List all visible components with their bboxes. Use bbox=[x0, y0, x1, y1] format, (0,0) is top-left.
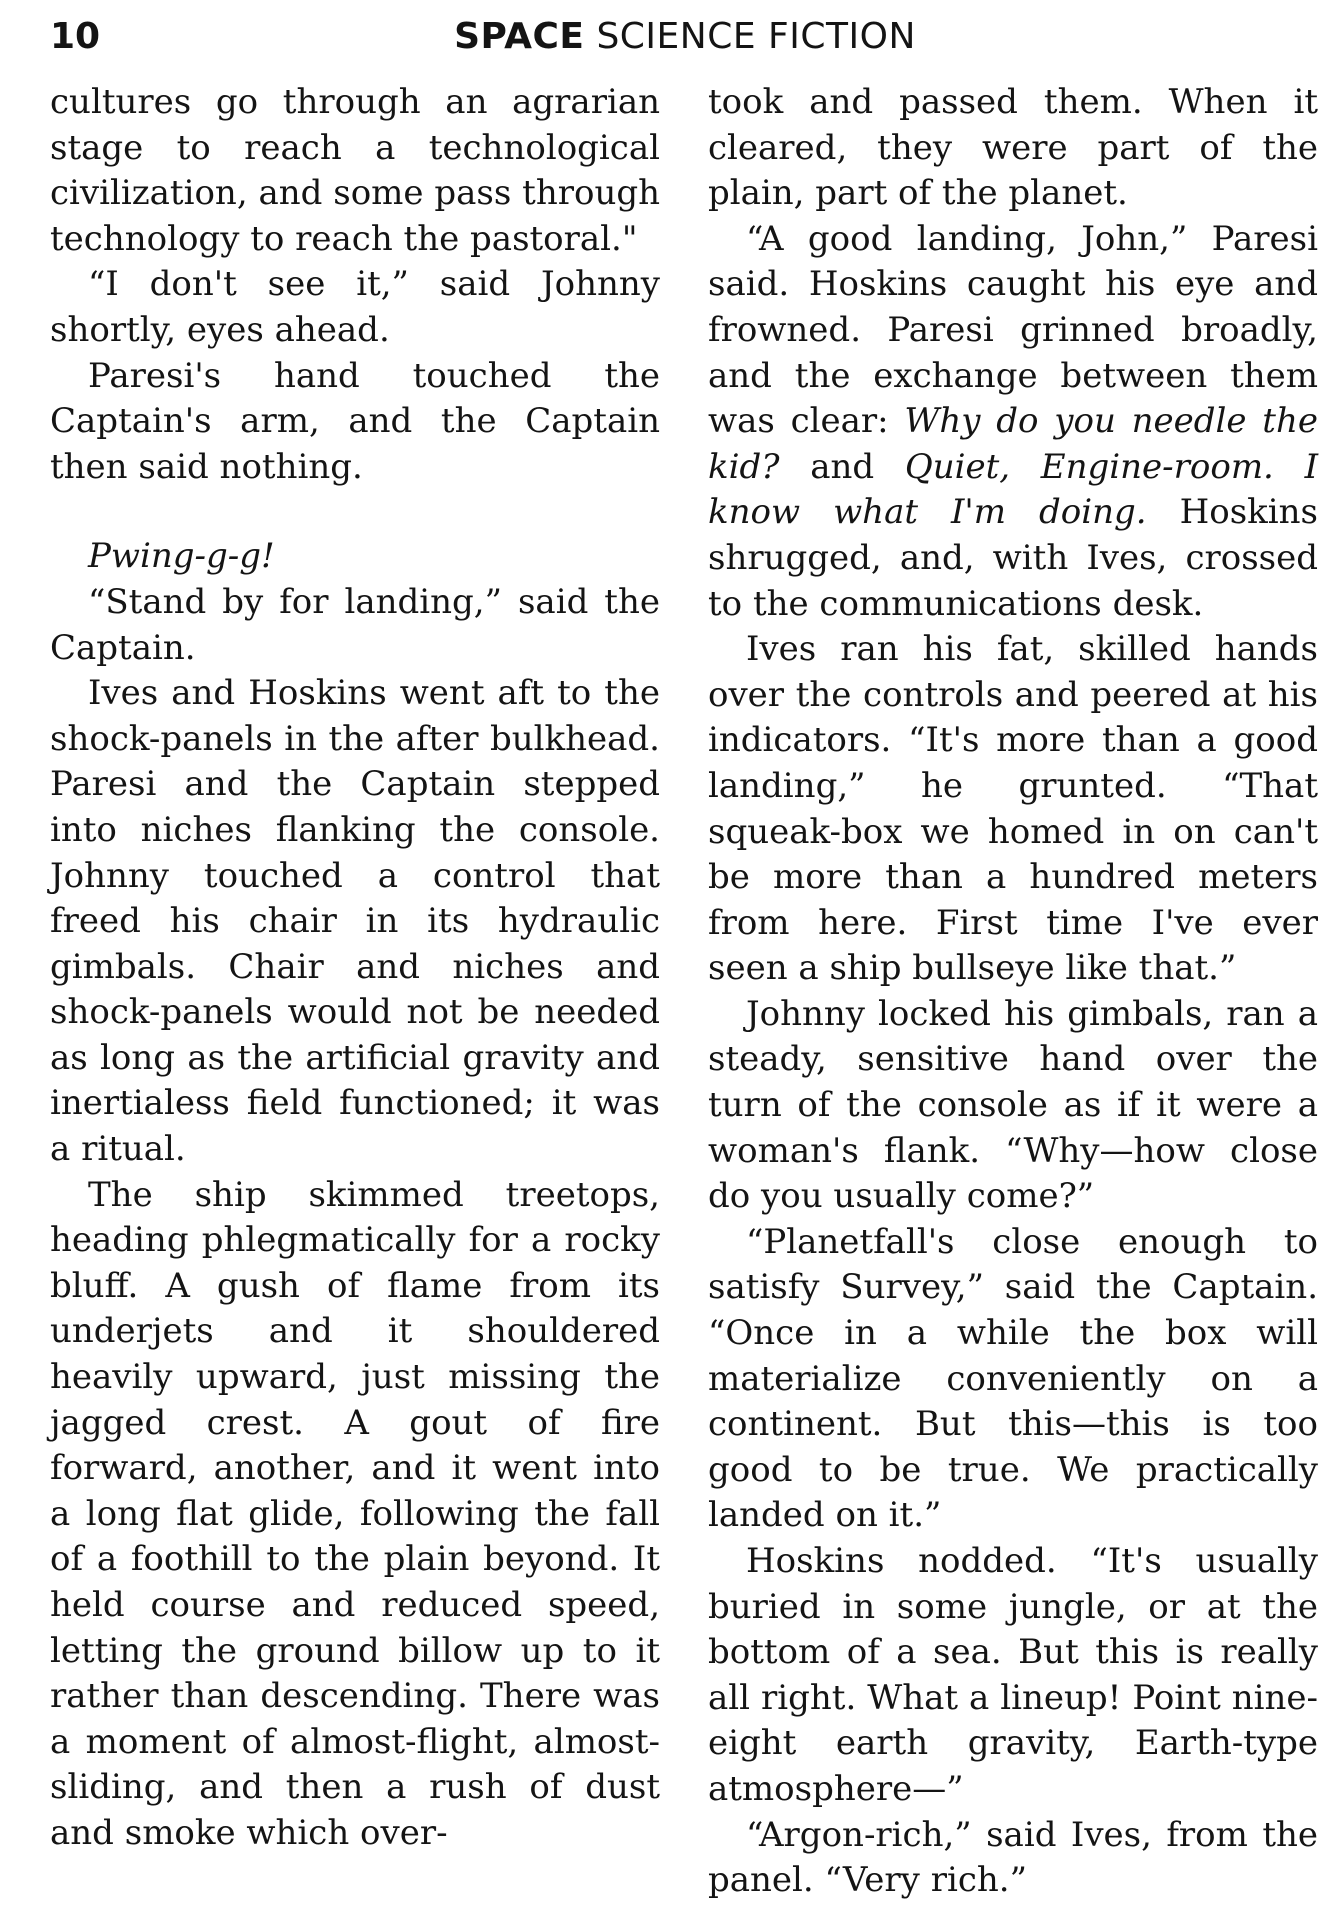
text-run: “A good landing, John,” Paresi said. Hoskins caught his eye and frowned. Paresi grinned broadly, and the exchange between them was clear: bbox=[708, 218, 1318, 442]
paragraph: Hoskins nodded. “It's usually buried in some jungle, or at the bottom of a sea. But this is really all right. What a lineup! Point nine-eight earth gravity, Earth-type atmosphere—” bbox=[708, 1541, 1318, 1809]
italic-thought: Quiet, Engine-room. I know what I'm doing. bbox=[708, 446, 1318, 533]
left-column bbox=[50, 80, 660, 1857]
text-run: Hoskins shrugged, and, with Ives, crossed to the communications desk. bbox=[708, 492, 1318, 624]
paragraph: Ives and Hoskins went aft to the shock-panels in the after bulkhead. Paresi and the Captain stepped into niches flanking the console. Johnny touched a control that freed his chair in its hydraulic gimbals. Chair and niches and shock-panels would not be needed as long as the artificial gravity and inertialess field functioned; it was a ritual. bbox=[50, 673, 660, 1170]
paragraph: Paresi's hand touched the Captain's arm, and the Captain then said nothing. bbox=[50, 355, 660, 487]
magazine-title: SPACE bbox=[454, 16, 585, 57]
section-break-sound bbox=[50, 534, 660, 580]
paragraph: Johnny locked his gimbals, ran a steady, sensitive hand over the turn of the console as if it were a woman's flank. “Why—how close do you usually come?” bbox=[708, 993, 1318, 1217]
right-column bbox=[708, 80, 1318, 1904]
text-run: and bbox=[810, 446, 875, 487]
paragraph: took and passed them. When it cleared, they were part of the plain, part of the planet. bbox=[708, 82, 1318, 214]
paragraph: The ship skimmed treetops, heading phlegmatically for a rocky bluff. A gush of flame from its underjets and it shouldered heavily upward, just missing the jagged crest. A gout of fire forward, another, and it went into a long flat glide, following the fall of a foothill to the plain beyond. It held course and reduced speed, letting the ground billow up to it rather than descending. There was a moment of almost-flight, almost-sliding, and then a rush of dust and smoke which over- bbox=[50, 1174, 660, 1853]
magazine-subtitle: SCIENCE FICTION bbox=[596, 16, 916, 57]
running-title bbox=[50, 16, 1320, 57]
paragraph: “I don't see it,” said Johnny shortly, eyes ahead. bbox=[50, 264, 660, 350]
paragraph: “Planetfall's close enough to satisfy Survey,” said the Captain. “Once in a while the box will materialize conveniently on a continent. But this—this is too good to be true. We practically landed on it.” bbox=[708, 1221, 1318, 1536]
running-header bbox=[50, 10, 1320, 70]
paragraph: “Stand by for landing,” said the Captain. bbox=[50, 581, 660, 668]
page-number: 10 bbox=[50, 16, 101, 57]
sound-effect: Pwing-g-g! bbox=[88, 536, 275, 577]
paragraph: cultures go through an agrarian stage to reach a technological civilization, and some pass through technology to reach the pastoral." bbox=[50, 82, 660, 259]
italic-thought: Why do you needle the kid? bbox=[708, 401, 1318, 487]
paragraph: Ives ran his fat, skilled hands over the controls and peered at his indicators. “It's more than a good landing,” he grunted. “That squeak-box we homed in on can't be more than a hundred meters from here. First time I've ever seen a ship bullseye like that.” bbox=[708, 629, 1318, 989]
paragraph bbox=[708, 217, 1318, 627]
paragraph: “Argon-rich,” said Ives, from the panel. “Very rich.” bbox=[708, 1814, 1318, 1901]
